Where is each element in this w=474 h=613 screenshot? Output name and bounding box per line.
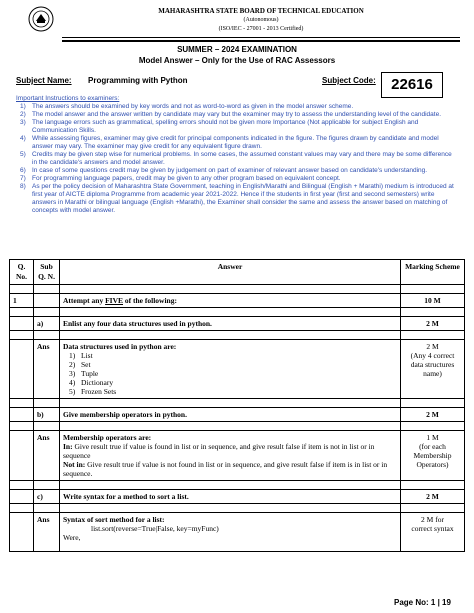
instruction-item: 4) While assessing figures, examiner may give credit for principal components indicated in the figure. The figures drawn by candidate and model answer may vary. The examiner may give credit for any equivalent figure drawn. bbox=[20, 135, 439, 150]
spacer-row bbox=[10, 308, 465, 317]
instructions-heading: Important Instructions to examiners: bbox=[16, 95, 120, 102]
table-row bbox=[10, 340, 465, 399]
table-row bbox=[10, 431, 465, 481]
spacer-row bbox=[10, 285, 465, 294]
in-operator-text: In: Give result true if value is found in list or in sequence, and give result false if item is not in list or in sequence bbox=[63, 442, 375, 460]
header-answer: Answer bbox=[60, 260, 401, 285]
answer-table bbox=[9, 259, 465, 552]
exam-subtitle: Model Answer – Only for the Use of RAC Assessors bbox=[138, 56, 336, 65]
qc-answer-heading: Syntax of sort method for a list: bbox=[63, 515, 165, 524]
qb-label: b) bbox=[34, 408, 60, 422]
data-structure-list bbox=[63, 351, 397, 396]
header-marking: Marking Scheme bbox=[401, 260, 465, 285]
q1-number: 1 bbox=[10, 294, 34, 308]
qc-question: Write syntax for a method to sort a list. bbox=[60, 490, 401, 504]
qa-marks: 2 M bbox=[401, 317, 465, 331]
spacer-row bbox=[10, 399, 465, 408]
qc-answer bbox=[60, 513, 401, 552]
qb-question: Give membership operators in python. bbox=[60, 408, 401, 422]
spacer-row bbox=[10, 331, 465, 340]
q1-instruction: Attempt any FIVE of the following: bbox=[60, 294, 401, 308]
subject-name-value: Programming with Python bbox=[88, 76, 188, 85]
qb-marks: 2 M bbox=[401, 408, 465, 422]
table-row bbox=[10, 317, 465, 331]
instruction-item: 8) As per the policy decision of Maharashtra State Government, teaching in English/Marathi and Bilingual (English + Marathi) medium is introduced at first year of AICTE diploma Programme from academic year 2021-2022. Hence if the students in first year (first and second semesters) write answers in Marathi or bilingual language (English +Marathi), the Examiner shall consider the same and assess the answer based on matching of concepts with model answer. bbox=[20, 183, 454, 214]
qa-answer-heading: Data structures used in python are: bbox=[63, 342, 177, 351]
instruction-item: 3) The language errors such as grammatical, spelling errors should not be given more Importance (Not applicable for subject English and Communication Skills. bbox=[20, 119, 419, 134]
certification-label: (ISO/IEC - 27001 - 2013 Certified) bbox=[218, 26, 304, 32]
header-divider bbox=[62, 37, 460, 38]
header-qno: Q. No. bbox=[10, 260, 34, 285]
subject-code-box: 22616 bbox=[381, 72, 443, 98]
qa-scheme-marks: 2 M bbox=[426, 342, 439, 351]
sort-syntax-text: list.sort(reverse=True|False, key=myFunc) bbox=[91, 524, 219, 533]
instruction-item: 6) In case of some questions credit may be given by judgement on part of examiner of relevant answer based on candidate's understanding. bbox=[20, 167, 428, 174]
qa-answer bbox=[60, 340, 401, 399]
qb-scheme-marks: 1 M bbox=[426, 433, 439, 442]
table-header-row bbox=[10, 260, 465, 285]
exam-title-block bbox=[100, 44, 374, 66]
instruction-item: 1) The answers should be examined by key words and not as word-to-word as given in the model answer scheme. bbox=[20, 103, 354, 110]
instruction-item: 7) For programming language papers, credit may be given to any other program based on equivalent concept. bbox=[20, 175, 341, 182]
board-name: MAHARASHTRA STATE BOARD OF TECHNICAL EDUCATION bbox=[158, 7, 364, 15]
instruction-item: 5) Credits may be given step wise for numerical problems. In some cases, the assumed constant values may vary and there may be some difference in the candidate's answers and model answer. bbox=[20, 151, 452, 166]
subject-code-label: Subject Code: bbox=[322, 76, 376, 85]
spacer-row bbox=[10, 422, 465, 431]
not-in-operator-text: Not in: Give result true if value is not found in list or in sequence, and give result false if item is in list or in sequence. bbox=[63, 460, 388, 478]
where-text: Were, bbox=[63, 533, 81, 542]
page-number: Page No: 1 | 19 bbox=[394, 598, 451, 607]
table-row bbox=[10, 490, 465, 504]
qc-marks: 2 M bbox=[401, 490, 465, 504]
autonomous-label: (Autonomous) bbox=[243, 17, 279, 23]
table-row bbox=[10, 513, 465, 552]
list-item: 2) Set bbox=[69, 360, 91, 369]
qb-scheme-note: (for each Membership Operators) bbox=[413, 442, 452, 469]
table-row bbox=[10, 294, 465, 308]
qc-scheme-marks: 2 M for bbox=[421, 515, 444, 524]
qa-scheme bbox=[401, 340, 465, 399]
list-item: 1) List bbox=[69, 351, 93, 360]
instructions-list bbox=[16, 103, 456, 215]
table-row bbox=[10, 408, 465, 422]
qb-scheme bbox=[401, 431, 465, 481]
qb-answer bbox=[60, 431, 401, 481]
subject-name-label: Subject Name: bbox=[16, 76, 72, 85]
qa-label: a) bbox=[34, 317, 60, 331]
instruction-item: 2) The model answer and the answer written by candidate may vary but the examiner may try to assess the understanding level of the candidate. bbox=[20, 111, 441, 118]
header-divider-thick bbox=[62, 40, 460, 42]
header-subq: Sub Q. N. bbox=[34, 260, 60, 285]
list-item: 4) Dictionary bbox=[69, 378, 114, 387]
qc-scheme-note: correct syntax bbox=[411, 524, 454, 533]
msbte-seal-logo-icon bbox=[28, 6, 54, 32]
spacer-row bbox=[10, 504, 465, 513]
qc-scheme bbox=[401, 513, 465, 552]
list-item: 5) Frozen Sets bbox=[69, 387, 117, 396]
qa-ans-label: Ans bbox=[34, 340, 60, 399]
qb-ans-label: Ans bbox=[34, 431, 60, 481]
board-header bbox=[62, 7, 460, 34]
qa-question: Enlist any four data structures used in python. bbox=[60, 317, 401, 331]
qa-scheme-note: (Any 4 correct data structures name) bbox=[410, 351, 455, 378]
qc-ans-label: Ans bbox=[34, 513, 60, 552]
list-item: 3) Tuple bbox=[69, 369, 99, 378]
exam-title: SUMMER – 2024 EXAMINATION bbox=[177, 45, 297, 54]
qc-label: c) bbox=[34, 490, 60, 504]
qb-answer-heading: Membership operators are: bbox=[63, 433, 152, 442]
spacer-row bbox=[10, 481, 465, 490]
q1-marks: 10 M bbox=[401, 294, 465, 308]
